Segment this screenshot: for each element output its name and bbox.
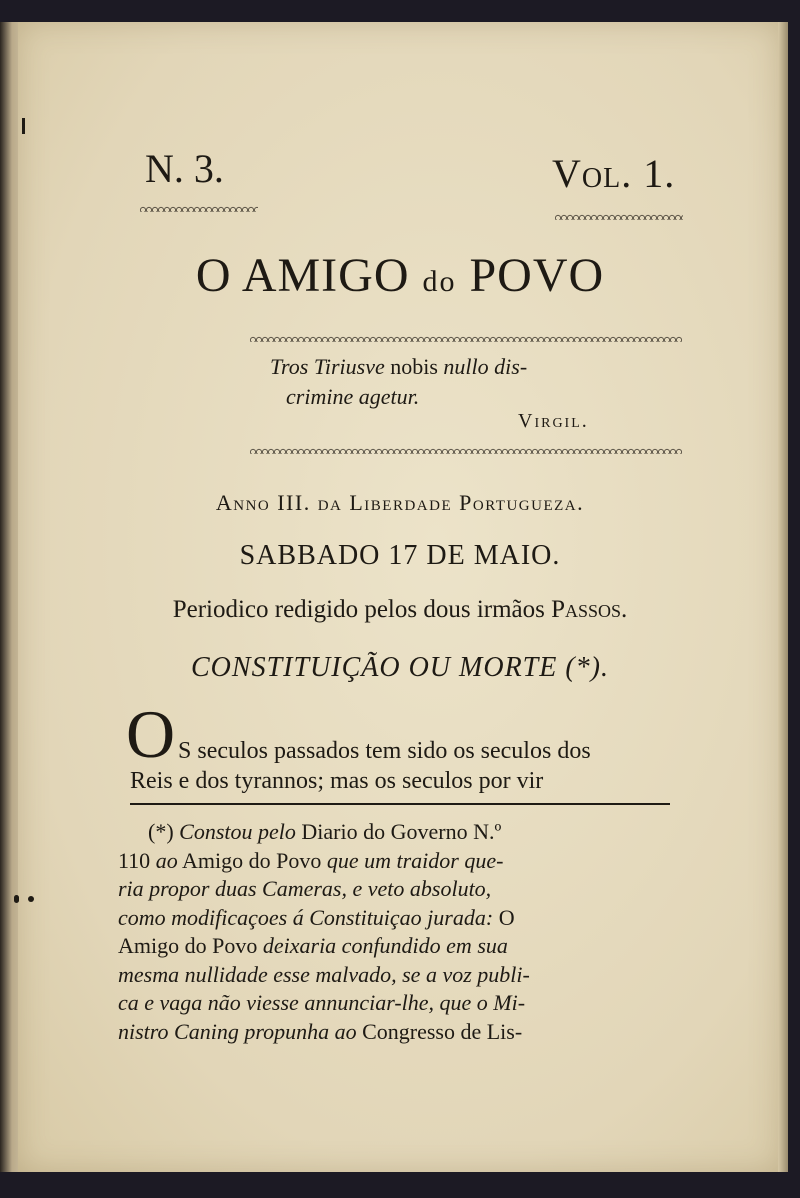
footnote-l5b: deixaria confundido em sua — [262, 933, 508, 958]
footnote-l3: ria propor duas Cameras, e veto absoluto, — [118, 876, 492, 901]
footnote-l2b: ao — [155, 847, 178, 873]
binding-mark — [22, 118, 25, 134]
footnote-marker: (*) — [148, 819, 174, 844]
footnote — [118, 818, 678, 1046]
body-line-2: Reis e dos tyrannos; mas os seculos por vir — [130, 768, 544, 794]
title-part-2: do — [422, 265, 457, 298]
newspaper-title — [0, 248, 800, 303]
ornament-rule-title — [250, 334, 682, 342]
footnote-separator — [130, 803, 670, 805]
epigraph-author: Virgil. — [518, 410, 589, 432]
footnote-l6: mesma nullidade esse malvado, se a voz publi- — [118, 961, 530, 987]
footnote-l8a: nistro Caning propunha ao — [118, 1018, 357, 1044]
epigraph-line1-c: nullo dis- — [443, 354, 528, 379]
binding-mark — [14, 895, 19, 903]
slogan: CONSTITUIÇÃO OU MORTE (*). — [191, 652, 609, 683]
footnote-l4a: como modificaçoes á Constituiçao jurada: — [118, 904, 494, 930]
epigraph-line1-b: nobis — [390, 354, 438, 379]
footnote-l5a: Amigo do Povo — [118, 933, 258, 958]
year-line: Anno III. da Liberdade Portugueza. — [215, 490, 585, 515]
footnote-l2a: 110 — [118, 847, 151, 873]
ornament-rule-left — [140, 204, 258, 212]
footnote-l4b: O — [498, 904, 515, 930]
epigraph-line1-a: Tros Tiriusve — [270, 354, 385, 379]
footnote-l1c: Diario do Governo N.º — [301, 819, 502, 844]
periodical-names: Passos. — [551, 596, 628, 623]
periodical-text: Periodico redigido pelos dous irmãos — [172, 596, 545, 623]
body-line-1: S seculos passados tem sido os seculos dos — [178, 738, 591, 764]
footnote-l1b: Constou pelo — [179, 819, 296, 844]
binding-mark — [28, 896, 34, 902]
footnote-l8b: Congresso de Lis- — [362, 1018, 523, 1044]
issue-number: N. 3. — [145, 146, 224, 191]
title-part-3: POVO — [469, 249, 605, 302]
footnote-l2c: Amigo do Povo — [181, 847, 322, 873]
ornament-rule-epigraph — [250, 446, 682, 454]
epigraph-line2: crimine agetur. — [286, 384, 420, 409]
footnote-l7: ca e vaga não viesse annunciar-lhe, que o Mi- — [118, 990, 526, 1015]
periodical-line — [0, 596, 800, 624]
drop-cap: O — [126, 696, 176, 772]
footnote-l2d: que um traidor que- — [326, 847, 504, 873]
issue-date: SABBADO 17 DE MAIO. — [239, 540, 561, 571]
title-part-1: O AMIGO — [195, 249, 410, 302]
volume-number: Vol. 1. — [552, 151, 676, 196]
epigraph — [270, 352, 670, 412]
ornament-rule-right — [555, 212, 683, 220]
